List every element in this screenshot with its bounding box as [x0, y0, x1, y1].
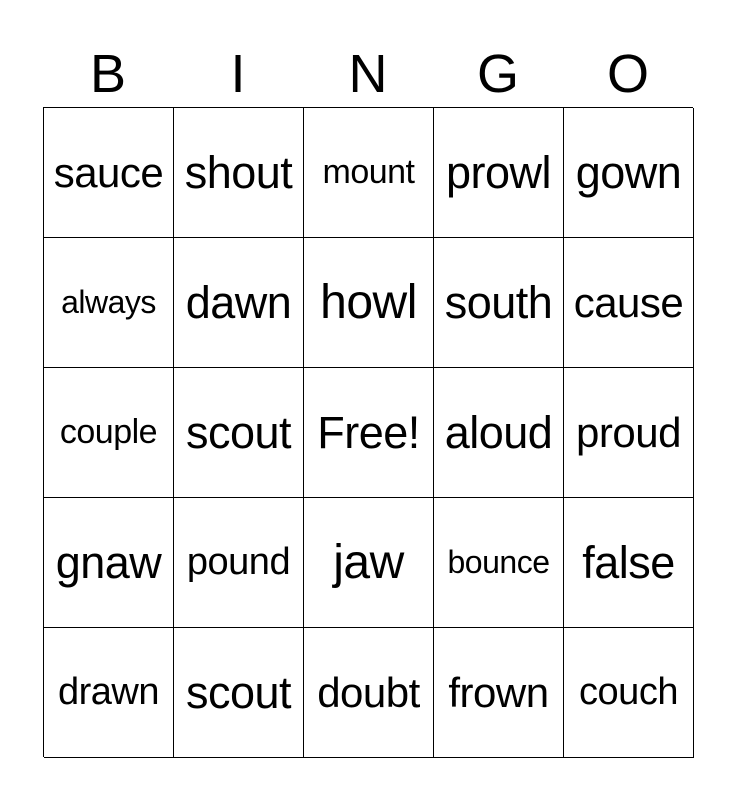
- header-letter-i: I: [230, 44, 246, 104]
- bingo-cell[interactable]: couple: [44, 368, 174, 498]
- bingo-cell[interactable]: sauce: [44, 108, 174, 238]
- bingo-cell[interactable]: scout: [174, 368, 304, 498]
- bingo-cell[interactable]: howl: [304, 238, 434, 368]
- bingo-cell[interactable]: aloud: [434, 368, 564, 498]
- bingo-cell[interactable]: south: [434, 238, 564, 368]
- bingo-cell[interactable]: dawn: [174, 238, 304, 368]
- bingo-cell[interactable]: always: [44, 238, 174, 368]
- bingo-cell[interactable]: prowl: [434, 108, 564, 238]
- bingo-cell[interactable]: doubt: [304, 628, 434, 758]
- bingo-header: [43, 42, 693, 106]
- bingo-cell[interactable]: shout: [174, 108, 304, 238]
- bingo-cell[interactable]: jaw: [304, 498, 434, 628]
- bingo-board: [43, 107, 693, 757]
- free-space-cell[interactable]: Free!: [304, 368, 434, 498]
- bingo-cell[interactable]: frown: [434, 628, 564, 758]
- bingo-cell[interactable]: mount: [304, 108, 434, 238]
- bingo-cell[interactable]: gnaw: [44, 498, 174, 628]
- bingo-cell[interactable]: drawn: [44, 628, 174, 758]
- bingo-cell[interactable]: bounce: [434, 498, 564, 628]
- header-letter-n: N: [348, 44, 388, 104]
- bingo-cell[interactable]: false: [564, 498, 694, 628]
- bingo-cell[interactable]: couch: [564, 628, 694, 758]
- header-letter-o: O: [606, 44, 649, 104]
- bingo-cell[interactable]: gown: [564, 108, 694, 238]
- bingo-cell[interactable]: cause: [564, 238, 694, 368]
- header-letter-b: B: [89, 44, 127, 104]
- header-letter-g: G: [476, 44, 519, 104]
- bingo-cell[interactable]: scout: [174, 628, 304, 758]
- bingo-cell[interactable]: pound: [174, 498, 304, 628]
- bingo-cell[interactable]: proud: [564, 368, 694, 498]
